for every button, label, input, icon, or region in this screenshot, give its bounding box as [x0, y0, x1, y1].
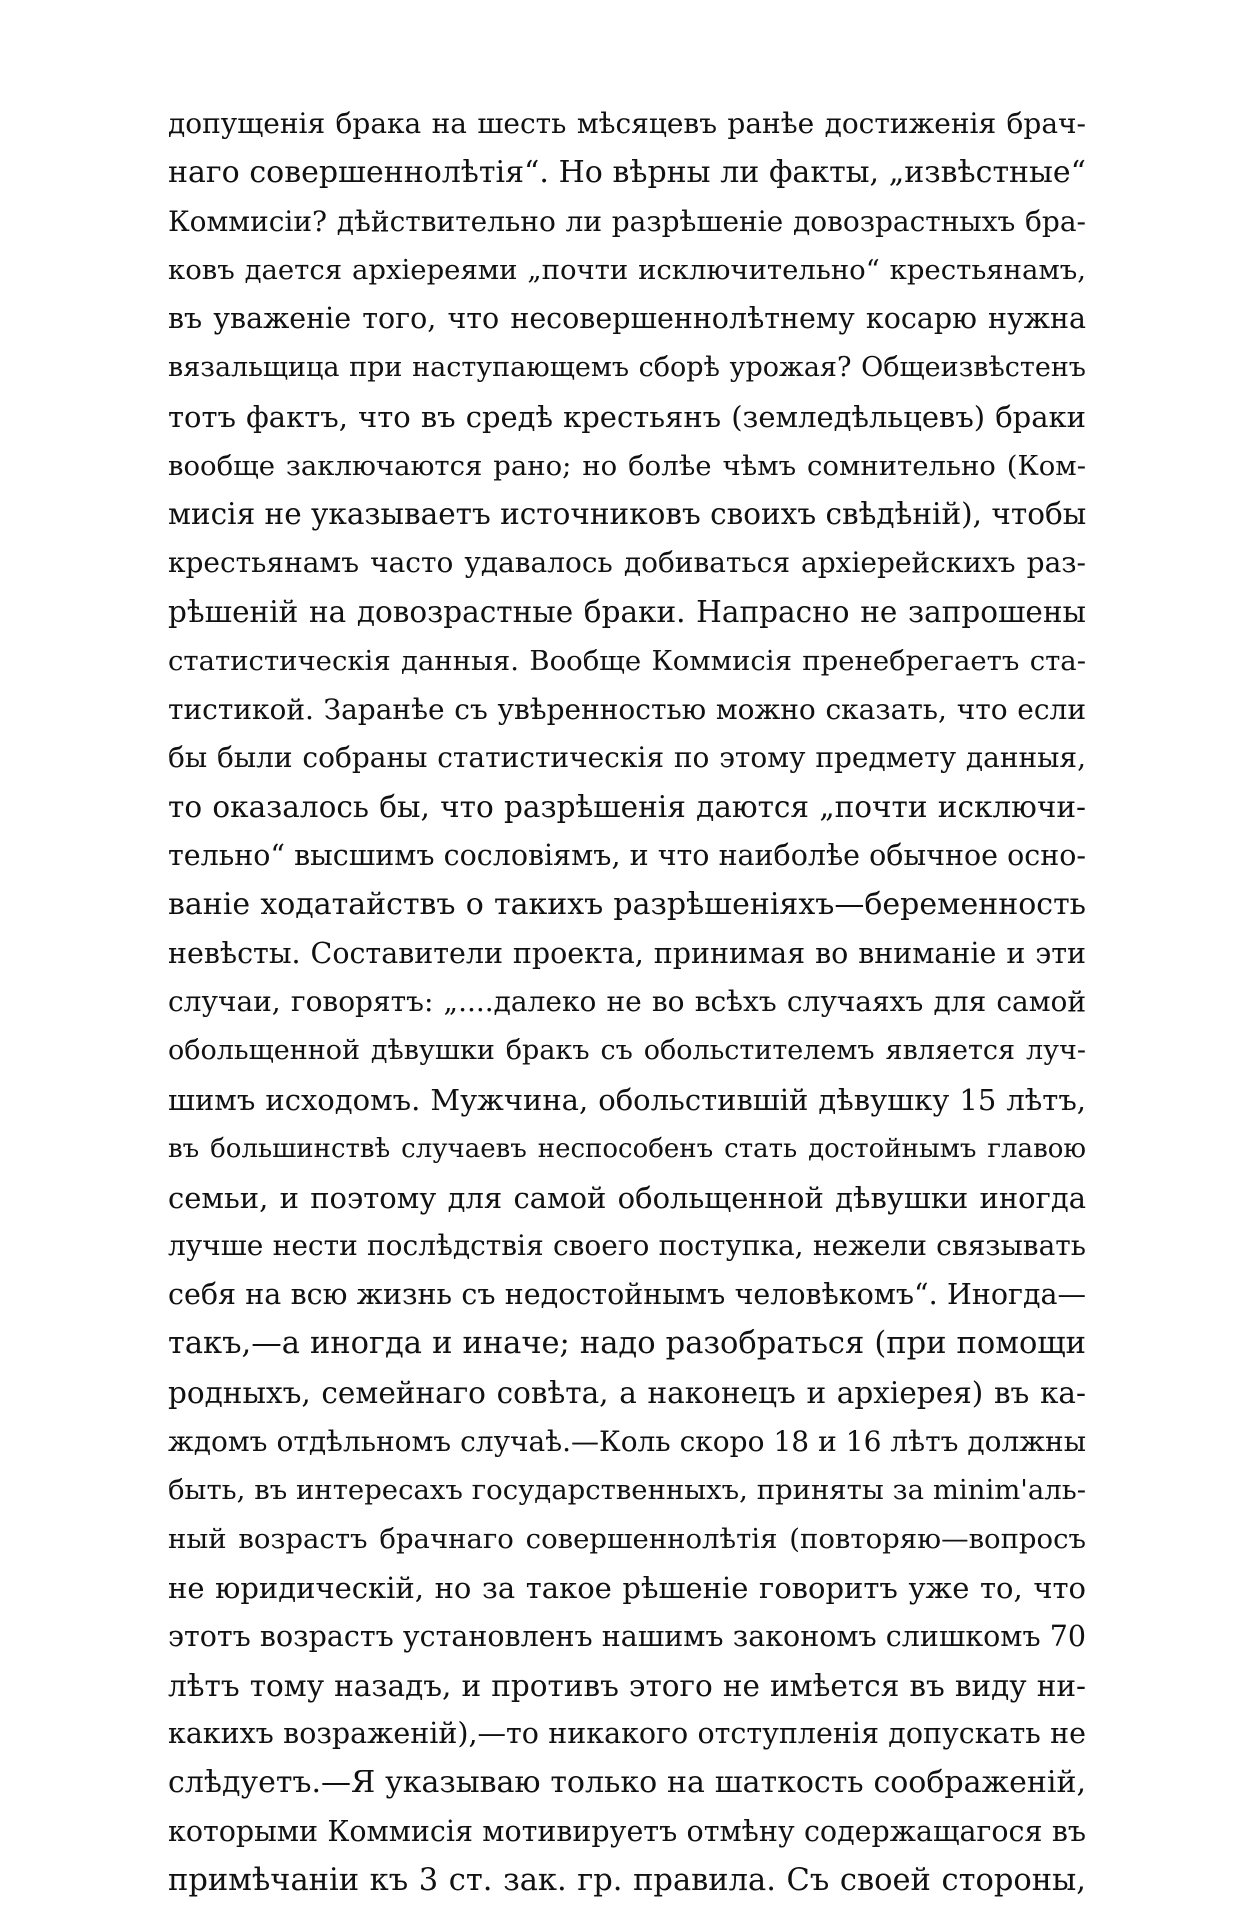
text-line: тистикой. Заранѣе съ увѣренностью можно сказать, что если [168, 692, 1086, 726]
text-line: ный возрастъ брачнаго совершеннолѣтія (повторяю—вопросъ [168, 1523, 1086, 1556]
text-line: слѣдуетъ.—Я указываю только на шаткость соображеній, [168, 1765, 1086, 1801]
text-line: быть, въ интересахъ государственныхъ, приняты за minim'аль- [168, 1474, 1086, 1507]
text-line: въ большинствѣ случаевъ неспособенъ стать достойнымъ главою [168, 1133, 1086, 1164]
body-text [168, 100, 1086, 1905]
text-line: лѣтъ тому назадъ, и противъ этого не имѣется въ виду ни- [168, 1668, 1086, 1703]
text-line: мисія не указываетъ источниковъ своихъ свѣдѣній), чтобы [168, 497, 1086, 532]
text-line: Коммисіи? дѣйствительно ли разрѣшеніе довозрастныхъ бра- [168, 204, 1086, 238]
text-line: крестьянамъ часто удавалось добиваться архіерейскихъ раз- [168, 546, 1086, 580]
text-line: этотъ возрастъ установленъ нашимъ закономъ слишкомъ 70 [168, 1619, 1086, 1653]
text-line: бы были собраны статистическія по этому предмету данныя, [168, 741, 1086, 775]
text-line: вообще заключаются рано; но болѣе чѣмъ сомнительно (Ком- [168, 449, 1086, 482]
text-line: такъ,—а иногда и иначе; надо разобраться (при помощи [168, 1325, 1086, 1361]
text-line: себя на всю жизнь съ недостойнымъ человѣкомъ“. Иногда— [168, 1278, 1086, 1312]
text-line: тотъ фактъ, что въ средѣ крестьянъ (земледѣльцевъ) браки [168, 399, 1086, 434]
text-line: въ уваженіе того, что несовершеннолѣтнему косарю нужна [168, 302, 1086, 336]
text-line: ждомъ отдѣльномъ случаѣ.—Коль скоро 18 и 16 лѣтъ должны [168, 1424, 1086, 1458]
text-line: тельно“ высшимъ сословіямъ, и что наиболѣе обычное осно- [168, 838, 1086, 872]
text-line: какихъ возраженій),—то никакого отступленія допускать не [168, 1717, 1086, 1751]
text-line: примѣчаніи къ 3 ст. зак. гр. правила. Съ своей стороны, [168, 1862, 1086, 1898]
text-line: то оказалось бы, что разрѣшенія даются „почти исключи- [168, 790, 1086, 825]
text-line: родныхъ, семейнаго совѣта, а наконецъ и архіерея) въ ка- [168, 1375, 1086, 1410]
text-line: вязальщица при наступающемъ сборѣ урожая? Общеизвѣстенъ [168, 351, 1086, 383]
text-line: которыми Коммисія мотивируетъ отмѣну содержащагося въ [168, 1814, 1086, 1848]
text-line: ковъ дается архіереями „почти исключительно“ крестьянамъ, [168, 254, 1086, 287]
text-line: обольщенной дѣвушки бракъ съ обольстителемъ является луч- [168, 1035, 1086, 1067]
text-line: статистическія данныя. Вообще Коммисія пренебрегаетъ ста- [168, 644, 1086, 677]
text-line: рѣшеній на довозрастные браки. Напрасно не запрошены [168, 594, 1086, 629]
text-line: невѣсты. Составители проекта, принимая во вниманіе и эти [168, 936, 1086, 970]
text-line: лучше нести послѣдствія своего поступка, нежели связывать [168, 1229, 1086, 1263]
text-line: не юридическій, но за такое рѣшеніе говоритъ уже то, что [168, 1570, 1086, 1605]
text-line: шимъ исходомъ. Мужчина, обольстившій дѣвушку 15 лѣтъ, [168, 1082, 1086, 1117]
text-line: случаи, говорятъ: „....далеко не во всѣхъ случаяхъ для самой [168, 985, 1086, 1019]
text-line: допущенія брака на шесть мѣсяцевъ ранѣе достиженія брач- [168, 107, 1086, 140]
text-line: семьи, и поэтому для самой обольщенной дѣвушки иногда [168, 1180, 1086, 1215]
text-line: наго совершеннолѣтія“. Но вѣрны ли факты, „извѣстные“ [168, 154, 1086, 190]
text-line: ваніе ходатайствъ о такихъ разрѣшеніяхъ—беременность [168, 886, 1086, 922]
